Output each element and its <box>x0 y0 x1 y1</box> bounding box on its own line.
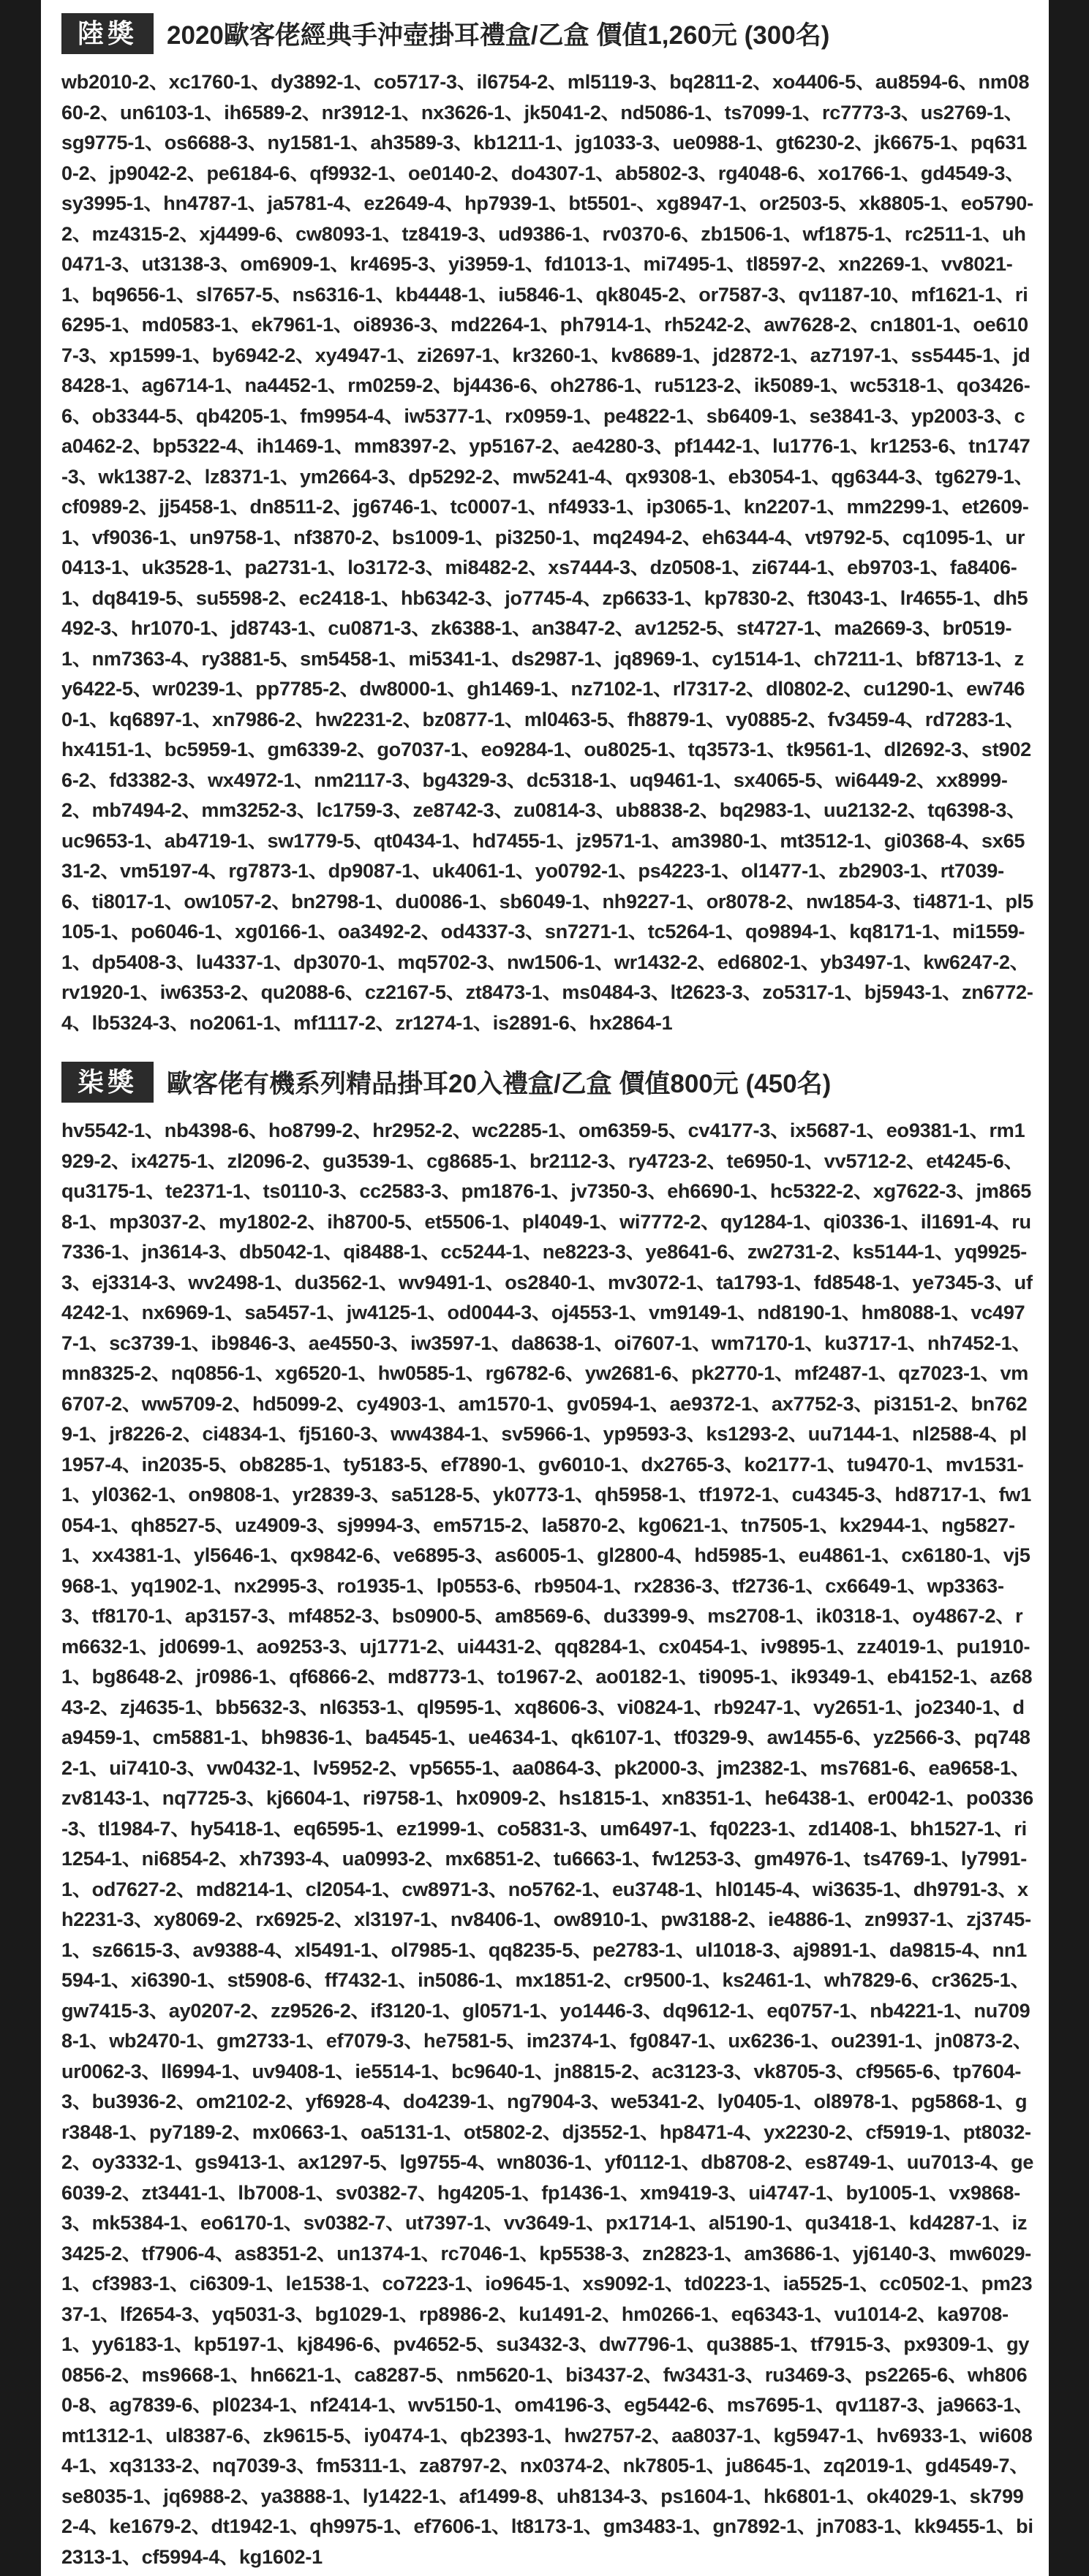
prize-section-seventh <box>61 1059 1034 2572</box>
prize-title: 歐客佬有機系列精品掛耳20入禮盒/乙盒 價值800元 (450名) <box>167 1070 832 1098</box>
prize-list-page <box>41 0 1049 2576</box>
prize-rank-badge: 陸獎 <box>61 13 154 54</box>
winner-code-list: hv5542-1、nb4398-6、ho8799-2、hr2952-2、wc2285-1、om6359-5、cv4177-3、ix5687-1、eo9381-1、rm1929-2、ix4275-1、zl2096-2、gu3539-1、cg8685-1、br2112-3、ry4723-2、te6950-1、vv5712-2、et4245-6、qu3175-1、te2371-1、ts0110-3、cc2583-3、pm1876-1、jv7350-3、eh6690-1、hc5322-2、xg7622-3、jm8658-1、mp3037-2、my1802-2、ih8700-5、et5506-1、pl4049-1、wi7772-2、qy1284-1、qi0336-1、il1691-4、ru7336-1、jn3614-3、db5042-1、qi8488-1、cc5244-1、ne8223-3、ye8641-6、zw2731-2、ks5144-1、yq9925-3、ej3314-3、wv2498-1、du3562-1、wv9491-1、os2840-1、mv3072-1、ta1793-1、fd8548-1、ye7345-3、uf4242-1、nx6969-1、sa5457-1、jw4125-1、od0044-3、oj4553-1、vm9149-1、nd8190-1、hm8088-1、vc4977-1、sc3739-1、ib9846-3、ae4550-3、iw3597-1、da8638-1、oi7607-1、wm7170-1、ku3717-1、nh7452-1、mn8325-2、nq0856-1、xg6520-1、hw0585-1、rg6782-6、yw2681-6、pk2770-1、mf2487-1、qz7023-1、vm6707-2、ww5709-2、hd5099-2、cy4903-1、am1570-1、gv0594-1、ae9372-1、ax7752-3、pi3151-2、bn7629-1、jr8226-2、ci4834-1、fj5160-3、ww4384-1、sv5966-1、yp9593-3、ks1293-2、uu7144-1、nl2588-4、pl1957-4、in2035-5、ob8285-1、ty5183-5、ef7890-1、gv6010-1、dx2765-3、ko2177-1、tu9470-1、mv1531-1、yl0362-1、on9808-1、yr2839-3、sa5128-5、yk0773-1、qh5958-1、tf1972-1、cu4345-3、hd8717-1、fw1054-1、qh8527-5、uz4909-3、sj9994-3、em5715-2、la5870-2、kg0621-1、tn7505-1、kx2944-1、ng5827-1、xx4381-1、yl5646-1、qx9842-6、ve6895-3、as6005-1、gl2800-4、hd5985-1、eu4861-1、cx6180-1、vj5968-1、yq1902-1、nx2995-3、ro1935-1、lp0553-6、rb9504-1、rx2836-3、tf2736-1、cx6649-1、wp3363-3、tf8170-1、ap3157-3、mf4852-3、bs0900-5、am8569-6、du3399-9、ms2708-1、ik0318-1、oy4867-2、rm6632-1、jd0699-1、ao9253-3、uj1771-2、ui4431-2、qq8284-1、cx0454-1、iv9895-1、zz4019-1、pu1910-1、bg8648-2、jr0986-1、qf6866-2、md8773-1、to1967-2、ao0182-1、ti9095-1、ik9349-1、eb4152-1、az6843-2、zj4635-1、bb5632-3、nl6353-1、ql9595-1、xq8606-3、vi0824-1、rb9247-1、vy2651-1、jo2340-1、da9459-1、cm5881-1、bh9836-1、ba4545-1、ue4634-1、qk6107-1、tf0329-9、aw1455-6、yz2566-3、pq7482-1、ui7410-3、vw0432-1、lv5952-2、vp5655-1、aa0864-3、pk2000-3、jm2382-1、ms7681-6、ea9658-1、zv8143-1、nq7725-3、kj6604-1、ri9758-1、hx0909-2、hs1815-1、xn8351-1、he6438-1、er0042-1、po0336-3、tl1984-7、hy5418-1、eq6595-1、ez1999-1、co5831-3、um6497-1、fq0223-1、zd1408-1、bh1527-1、ri1254-1、ni6854-2、xh7393-4、ua0993-2、mx6851-2、tu6663-1、fw1253-3、gm4976-1、ts4769-1、ly7991-1、od7627-2、md8214-1、cl2054-1、cw8971-3、no5762-1、eu3748-1、hl0145-4、wi3635-1、dh9791-3、xh2231-3、xy8069-2、rx6925-2、xl3197-1、nv8406-1、ow8910-1、pw3188-2、ie4886-1、zn9937-1、zj3745-1、sz6615-3、av9388-4、xl5491-1、ol7985-1、qq8235-5、pe2783-1、ul1018-3、aj9891-1、da9815-4、nn1594-1、xi6390-1、st5908-6、ff7432-1、in5086-1、mx1851-2、cr9500-1、ks2461-1、wh7829-6、cr3625-1、gw7415-3、ay0207-2、zz9526-2、if3120-1、gl0571-1、yo1446-3、dq9612-1、eq0757-1、nb4221-1、nu7098-1、wb2470-1、gm2733-1、ef7079-3、he7581-5、im2374-1、fg0847-1、ux6236-1、ou2391-1、jn0873-2、ur0062-3、ll6994-1、uv9408-1、ie5514-1、bc9640-1、jn8815-2、ac3123-3、vk8705-3、cf9565-6、tp7604-3、bu3936-2、om2102-2、yf6928-4、do4239-1、ng7904-3、we5341-2、ly0405-1、ol8978-1、pg5868-1、gr3848-1、py7189-2、mx0663-1、oa5131-1、ot5802-2、dj3552-1、hp8471-4、yx2230-2、cf5919-1、pt8032-2、oy3332-1、gs9413-1、ax1297-5、lg9755-4、wn8036-1、yf0112-1、db8708-2、es8749-1、uu7013-4、ge6039-2、zt3441-1、lb7008-1、sv0382-7、hg4205-1、fp1436-1、xm9419-3、ui4747-1、by1005-1、vx9868-3、mk5384-1、eo6170-1、sv0382-7、ut7397-1、vv3649-1、px1714-1、al5190-1、qu3418-1、kd4287-1、iz3425-2、tf7906-4、as8351-2、un1374-1、rc7046-1、kp5538-3、zn2823-1、am3686-1、yj6140-3、mw6029-1、cf3983-1、ci6309-1、le1538-1、co7223-1、io9645-1、xs9092-1、td0223-1、ia5525-1、cc0502-1、pm2337-1、lf2654-3、yq5031-3、bg1029-1、rp8986-2、ku1491-2、hm0266-1、eq6343-1、vu1014-2、ka9708-1、yy6183-1、kp5197-1、kj8496-6、pv4652-5、su3432-3、dw7796-1、qu3885-1、tf7915-3、px9309-1、gy0856-2、ms9668-1、hn6621-1、ca8287-5、nm5620-1、bi3437-2、fw3431-3、ru3469-3、ps2265-6、wh8060-8、ag7839-6、pl0234-1、nf2414-1、wv5150-1、om4196-3、eg5442-6、ms7695-1、qv1187-3、ja9663-1、mt1312-1、ul8387-6、zk9615-5、iy0474-1、qb2393-1、hw2757-2、aa8037-1、kg5947-1、hv6933-1、wi6084-1、xq3133-2、nq7039-3、fm5311-1、za8797-2、nx0374-2、nk7805-1、ju8645-1、zq2019-1、gd4549-7、se8035-1、jq6988-2、ya3888-1、ly1422-1、af1499-8、uh8134-3、ps1604-1、hk6801-1、ok4029-1、sk7992-4、ke1679-2、dt1942-1、qh9975-1、ef7606-1、lt8173-1、gm3483-1、gn7892-1、jn7083-1、kk9455-1、bi2313-1、cf5994-4、kg1602-1 <box>61 1119 1034 2568</box>
section-heading <box>61 1059 1034 1106</box>
winner-code-list: wb2010-2、xc1760-1、dy3892-1、co5717-3、il6754-2、ml5119-3、bq2811-2、xo4406-5、au8594-6、nm0860-2、un6103-1、ih6589-2、nr3912-1、nx3626-1、jk5041-2、nd5086-1、ts7099-1、rc7773-3、us2769-1、sg9775-1、os6688-3、ny1581-1、ah3589-3、kb1211-1、jg1033-3、ue0988-1、gt6230-2、jk6675-1、pq6310-2、jp9042-2、pe6184-6、qf9932-1、oe0140-2、do4307-1、ab5802-3、rg4048-6、xo1766-1、gd4549-3、sy3995-1、hn4787-1、ja5781-4、ez2649-4、hp7939-1、bt5501-、xg8947-1、or2503-5、xk8805-1、eo5790-2、mz4315-2、xj4499-6、cw8093-1、tz8419-3、ud9386-1、rv0370-6、zb1506-1、wf1875-1、rc2511-1、uh0471-3、ut3138-3、om6909-1、kr4695-3、yi3959-1、fd1013-1、mi7495-1、tl8597-2、xn2269-1、vv8021-1、bq9656-1、sl7657-5、ns6316-1、kb4448-1、iu5846-1、qk8045-2、or7587-3、qv1187-10、mf1621-1、ri6295-1、md0583-1、ek7961-1、oi8936-3、md2264-1、ph7914-1、rh5242-2、aw7628-2、cn1801-1、oe6107-3、xp1599-1、by6942-2、xy4947-1、zi2697-1、kr3260-1、kv8689-1、jd2872-1、az7197-1、ss5445-1、jd8428-1、ag6714-1、na4452-1、rm0259-2、bj4436-6、oh2786-1、ru5123-2、ik5089-1、wc5318-1、qo3426-6、ob3344-5、qb4205-1、fm9954-4、iw5377-1、rx0959-1、pe4822-1、sb6409-1、se3841-3、yp2003-3、ca0462-2、bp5322-4、ih1469-1、mm8397-2、yp5167-2、ae4280-3、pf1442-1、lu1776-1、kr1253-6、tn1747-3、wk1387-2、lz8371-1、ym2664-3、dp5292-2、mw5241-4、qx9308-1、eb3054-1、qg6344-3、tg6279-1、cf0989-2、jj5458-1、dn8511-2、jg6746-1、tc0007-1、nf4933-1、ip3065-1、kn2207-1、mm2299-1、et2609-1、vf9036-1、un9758-1、nf3870-2、bs1009-1、pi3250-1、mq2494-2、eh6344-4、vt9792-5、cq1095-1、ur0413-1、uk3528-1、pa2731-1、lo3172-3、mi8482-2、xs7444-3、dz0508-1、zi6744-1、eb9703-1、fa8406-1、dq8419-5、su5598-2、ec2418-1、hb6342-3、jo7745-4、zp6633-1、kp7830-2、ft3043-1、lr4655-1、dh5492-3、hr1070-1、jd8743-1、cu0871-3、zk6388-1、an3847-2、av1252-5、st4727-1、ma2669-3、br0519-1、nm7363-4、ry3881-5、sm5458-1、mi5341-1、ds2987-1、jq8969-1、cy1514-1、ch7211-1、bf8713-1、zy6422-5、wr0239-1、pp7785-2、dw8000-1、gh1469-1、nz7102-1、rl7317-2、dl0802-2、cu1290-1、ew7460-1、kq6897-1、xn7986-2、hw2231-2、bz0877-1、ml0463-5、fh8879-1、vy0885-2、fv3459-4、rd7283-1、hx4151-1、bc5959-1、gm6339-2、go7037-1、eo9284-1、ou8025-1、tq3573-1、tk9561-1、dl2692-3、st9026-2、fd3382-3、wx4972-1、nm2117-3、bg4329-3、dc5318-1、uq9461-1、sx4065-5、wi6449-2、xx8999-2、mb7494-2、mm3252-3、lc1759-3、ze8742-3、zu0814-3、ub8838-2、bq2983-1、uu2132-2、tq6398-3、uc9653-1、ab4719-1、sw1779-5、qt0434-1、hd7455-1、jz9571-1、am3980-1、mt3512-1、gi0368-4、sx6531-2、vm5197-4、rg7873-1、dp9087-1、uk4061-1、yo0792-1、ps4223-1、ol1477-1、zb2903-1、rt7039-6、ti8017-1、ow1057-2、bn2798-1、du0086-1、sb6049-1、nh9227-1、or8078-2、nw1854-3、ti4871-1、pl5105-1、po6046-1、xg0166-1、oa3492-2、od4337-3、sn7271-1、tc5264-1、qo9894-1、kq8171-1、mi1559-1、dp5408-3、lu4337-1、dp3070-1、mq5702-3、nw1506-1、wr1432-2、ed6802-1、yb3497-1、kw6247-2、rv1920-1、iw6353-2、qu2088-6、cz2167-5、zt8473-1、ms0484-3、lt2623-3、zo5317-1、bj5943-1、zn6772-4、lb5324-3、no2061-1、mf1117-2、zr1274-1、is2891-6、hx2864-1 <box>61 71 1034 1034</box>
section-heading <box>61 10 1034 57</box>
prize-section-sixth <box>61 10 1034 1038</box>
prize-rank-badge: 柒獎 <box>61 1062 154 1103</box>
prize-title: 2020歐客佬經典手沖壺掛耳禮盒/乙盒 價值1,260元 (300名) <box>167 21 830 50</box>
